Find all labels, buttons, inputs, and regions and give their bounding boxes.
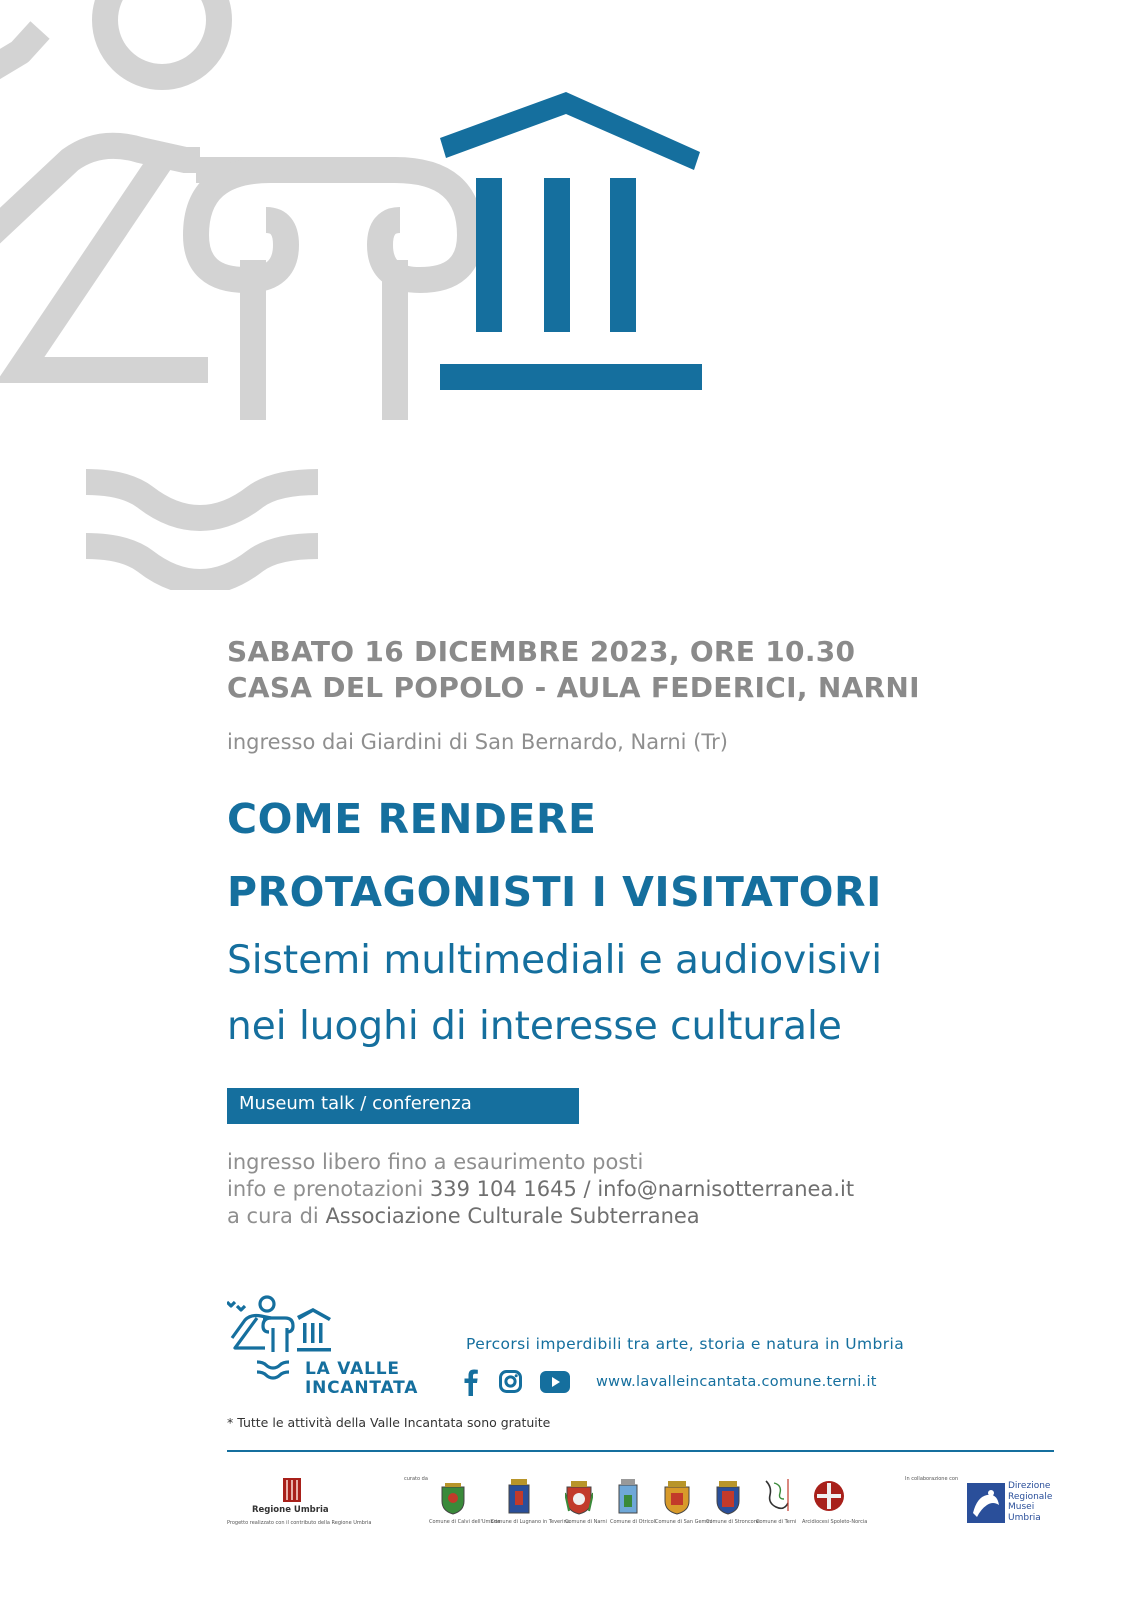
grey-landscape-graphic: [0, 0, 470, 582]
event-date-time: SABATO 16 DICEMBRE 2023, ORE 10.30: [227, 635, 856, 668]
terni-crest-icon: [762, 1477, 792, 1513]
subtitle-line-1: Sistemi multimediali e audiovisivi: [227, 938, 883, 983]
phone-number[interactable]: 339 104 1645: [429, 1177, 577, 1201]
temple-base: [440, 364, 702, 390]
logo-temple-icon: [297, 1308, 331, 1352]
calvi-crest-icon: [440, 1483, 466, 1515]
event-entrance: ingresso dai Giardini di San Bernardo, Narni (Tr): [227, 730, 728, 754]
info-line-2: [227, 1177, 854, 1201]
regione-umbria-emblem-icon: [283, 1478, 301, 1502]
organizer-name: Associazione Culturale Subterranea: [325, 1204, 700, 1228]
municipality-label-7: Comune di Terni: [756, 1519, 797, 1525]
event-type-badge: Museum talk / conferenza: [227, 1088, 579, 1124]
email-link[interactable]: info@narnisotterranea.it: [597, 1177, 855, 1201]
narni-crest-icon: [565, 1481, 593, 1515]
hero-graphic: [0, 0, 720, 590]
title-line-1: COME RENDERE: [227, 795, 597, 843]
info-separator: /: [583, 1177, 591, 1201]
footer-divider: [227, 1450, 1054, 1452]
musei-line-3: Musei: [1008, 1502, 1035, 1512]
event-venue: CASA DEL POPOLO - AULA FEDERICI, NARNI: [227, 671, 920, 704]
logo-wave-icon: [257, 1362, 289, 1378]
logo-bird-icon: [227, 1302, 235, 1306]
website-link[interactable]: www.lavalleincantata.comune.terni.it: [596, 1374, 877, 1390]
wave-shape-top: [86, 482, 318, 518]
blue-temple-graphic: [440, 92, 702, 390]
logo-text: [305, 1360, 418, 1398]
logo-column-icon: [263, 1318, 293, 1352]
musei-umbria-logo-icon: [967, 1483, 1005, 1523]
info-prefix: info e prenotazioni: [227, 1177, 424, 1201]
municipality-label-2: Comune di Lugnano in Teverina: [491, 1519, 570, 1525]
municipality-label-8: Arcidiocesi Spoleto-Norcia: [802, 1519, 868, 1525]
municipality-label-4: Comune di Otricoli: [610, 1519, 657, 1525]
san-gemini-crest-icon: [663, 1481, 691, 1515]
municipality-label-5: Comune di San Gemini: [655, 1519, 713, 1525]
otricoli-crest-icon: [617, 1479, 639, 1515]
temple-column-1: [476, 178, 502, 332]
brand-tagline: Percorsi imperdibili tra arte, storia e natura in Umbria: [466, 1335, 905, 1353]
facebook-icon[interactable]: [463, 1368, 479, 1396]
municipality-label-3: Comune di Narni: [565, 1519, 607, 1525]
hill-shape-path: [0, 146, 208, 370]
free-activities-note: * Tutte le attività della Valle Incantata sono gratuite: [227, 1415, 551, 1430]
subtitle-line-2: nei luoghi di interesse culturale: [227, 1004, 842, 1049]
temple-column-3: [610, 178, 636, 332]
musei-umbria-text: [1008, 1481, 1052, 1523]
youtube-icon[interactable]: [540, 1371, 570, 1393]
sun-shape: [105, 0, 219, 77]
regione-umbria-label: Regione Umbria: [252, 1505, 329, 1515]
logo-text-line-1: LA VALLE: [305, 1359, 400, 1379]
lugnano-crest-icon: [507, 1479, 531, 1515]
municipality-label-6: Comune di Stroncone: [706, 1519, 760, 1525]
info-line-3: [227, 1204, 700, 1228]
temple-roof: [440, 92, 700, 170]
curated-by-label: curato da: [404, 1476, 428, 1482]
wave-shape-bottom: [86, 546, 318, 582]
organizer-prefix: a cura di: [227, 1204, 319, 1228]
bird-shape: [0, 30, 40, 70]
collaboration-label: In collaborazione con: [905, 1476, 959, 1482]
logo-sun-icon: [260, 1297, 274, 1311]
arcidiocesi-crest-icon: [813, 1479, 845, 1513]
stroncone-crest-icon: [715, 1481, 741, 1515]
musei-line-4: Umbria: [1008, 1512, 1041, 1523]
logo-text-line-2: INCANTATA: [305, 1378, 419, 1398]
municipality-label-1: Comune di Calvi dell'Umbria: [429, 1519, 501, 1525]
regione-umbria-caption: Progetto realizzato con il contributo della Regione Umbria: [227, 1520, 372, 1526]
musei-line-2: Regionale: [1008, 1491, 1053, 1502]
instagram-icon[interactable]: [499, 1370, 522, 1393]
title-line-2: PROTAGONISTI I VISITATORI: [227, 868, 882, 916]
musei-line-1: Direzione: [1008, 1481, 1051, 1491]
temple-column-2: [544, 178, 570, 332]
info-line-1: ingresso libero fino a esaurimento posti: [227, 1150, 644, 1174]
logo-bird-icon-2: [237, 1306, 245, 1310]
